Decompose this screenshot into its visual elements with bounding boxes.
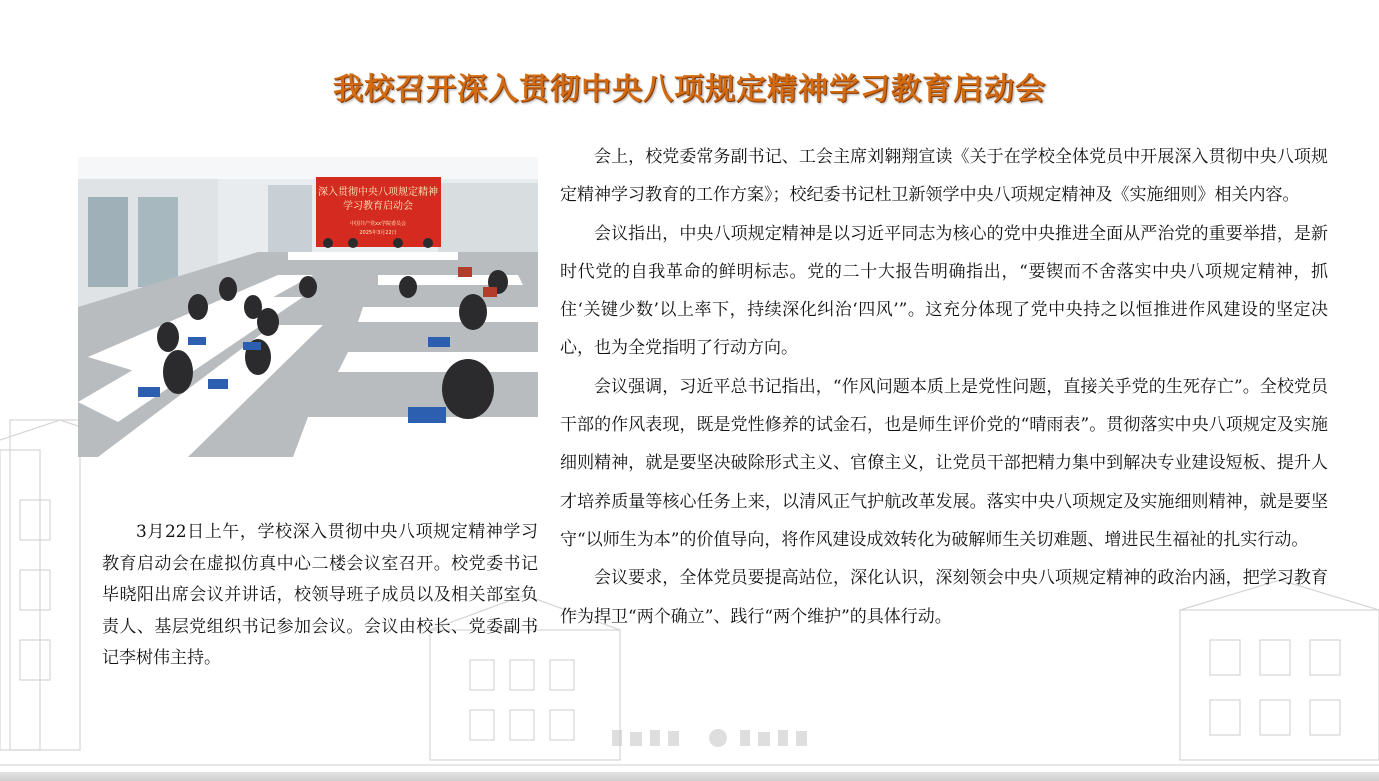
article-paragraph-1: 会上，校党委常务副书记、工会主席刘翱翔宣读《关于在学校全体党员中开展深入贯彻中央八项规定精神学习教育的工作方案》；校纪委书记杜卫新领学中央八项规定精神及《实施细则》相关内容。 [560, 147, 1328, 206]
banner-line2: 学习教育启动会 [343, 201, 413, 212]
banner-line4: 2025年3月22日 [359, 230, 397, 236]
banner-line1: 深入贯彻中央八项规定精神 [318, 187, 438, 198]
footer-divider [0, 772, 1379, 781]
article-paragraph-3: 会议强调，习近平总书记指出，“作风问题本质上是党性问题，直接关乎党的生死存亡”。全校党员干部的作风表现，既是党性修养的试金石，也是师生评价党的“晴雨表”。贯彻落实中央八项规定及实施细则精神，就是要坚决破除形式主义、官僚主义，让党员干部把精力集中到解决专业建设短板、提升人才培养质量等核心任务上来，以清风正气护航改革发展。落实中央八项规定及实施细则精神，就是要坚守“以师生为本”的价值导向，将作风建设成效转化为破解师生关切难题、增进民生福祉的扎实行动。 [560, 376, 1328, 550]
meeting-photo [78, 157, 538, 457]
page-title: 我校召开深入贯彻中央八项规定精神学习教育启动会 [333, 72, 1046, 108]
banner-line3: 中国共产党ⅹⅹ学院委员会 [350, 221, 406, 227]
article-paragraph-2: 会议指出，中央八项规定精神是以习近平同志为核心的党中央推进全面从严治党的重要举措，是新时代党的自我革命的鲜明标志。党的二十大报告明确指出，“要锲而不舍落实中央八项规定精神，抓住‘关键少数’以上率下，持续深化纠治‘四风’”。这充分体现了党中央持之以恒推进作风建设的坚定决心，也为全党指明了行动方向。 [560, 223, 1328, 359]
article-body [560, 138, 1328, 636]
article-intro: 3月22日上午，学校深入贯彻中央八项规定精神学习教育启动会在虚拟仿真中心二楼会议室召开。校党委书记毕晓阳出席会议并讲话，校领导班子成员以及相关部室负责人、基层党组织书记参加会议。会议由校长、党委副书记李树伟主持。 [102, 522, 538, 668]
article-paragraph-4: 会议要求，全体党员要提高站位，深化认识，深刻领会中央八项规定精神的政治内涵，把学习教育作为捍卫“两个确立”、践行“两个维护”的具体行动。 [560, 568, 1328, 627]
